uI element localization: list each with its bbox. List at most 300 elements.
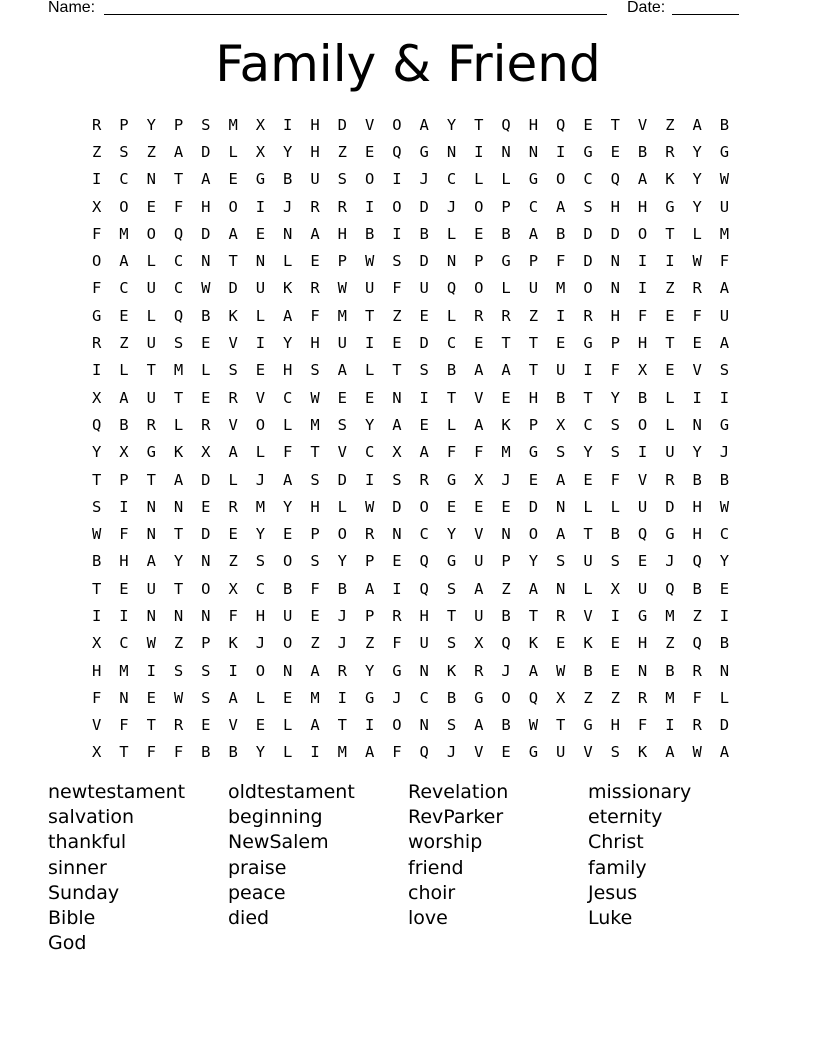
grid-cell: K [228, 634, 238, 653]
grid-cell: X [91, 634, 102, 653]
grid-cell: T [119, 743, 129, 762]
grid-cell: L [228, 470, 238, 489]
grid-cell: L [692, 224, 702, 243]
grid-cell: B [610, 525, 620, 544]
grid-cell: M [173, 361, 184, 380]
grid-cell: B [501, 224, 511, 243]
grid-cell: T [583, 525, 593, 544]
grid-cell: D [419, 334, 429, 353]
grid-cell: A [283, 470, 293, 489]
grid-cell: A [310, 716, 320, 735]
grid-cell: Q [419, 579, 429, 598]
grid-cell: H [91, 661, 102, 680]
grid-cell: S [392, 252, 402, 271]
grid-cell: I [719, 388, 730, 407]
grid-cell: O [556, 170, 566, 189]
grid-cell: S [173, 334, 184, 353]
grid-cell: T [556, 716, 566, 735]
grid-cell: L [583, 497, 593, 516]
grid-cell: J [337, 634, 347, 653]
grid-cell: G [446, 552, 457, 571]
grid-cell: A [474, 579, 484, 598]
grid-cell: H [610, 197, 620, 216]
grid-cell: U [146, 388, 156, 407]
grid-cell: S [446, 634, 457, 653]
grid-cell: P [119, 115, 129, 134]
grid-cell: A [228, 443, 238, 462]
grid-cell: W [201, 279, 211, 298]
word-list-item: beginning [228, 806, 323, 829]
grid-cell: L [173, 415, 184, 434]
grid-cell: N [201, 552, 211, 571]
word-list-item: sinner [48, 856, 107, 879]
grid-cell: L [228, 142, 238, 161]
grid-cell: R [91, 334, 102, 353]
grid-cell: M [228, 115, 238, 134]
grid-cell: Q [91, 415, 102, 434]
grid-cell: D [719, 716, 730, 735]
grid-cell: F [392, 634, 402, 653]
grid-cell: V [474, 743, 484, 762]
grid-cell: V [228, 716, 238, 735]
grid-cell: P [310, 525, 320, 544]
grid-cell: N [146, 497, 156, 516]
grid-cell: H [310, 142, 320, 161]
grid-cell: Z [173, 634, 184, 653]
grid-cell: F [392, 743, 402, 762]
grid-cell: N [501, 525, 511, 544]
grid-cell: O [637, 415, 648, 434]
grid-cell: E [364, 388, 375, 407]
grid-cell: R [556, 606, 566, 625]
grid-cell: A [474, 716, 484, 735]
grid-cell: Q [637, 525, 648, 544]
grid-cell: M [310, 415, 320, 434]
grid-cell: M [119, 661, 129, 680]
grid-cell: E [419, 306, 429, 325]
grid-cell: F [637, 306, 648, 325]
date-label: Date: [627, 0, 666, 16]
grid-cell: F [146, 743, 156, 762]
grid-cell: I [119, 497, 129, 516]
grid-cell: G [719, 142, 730, 161]
grid-cell: P [364, 606, 375, 625]
grid-cell: X [556, 415, 566, 434]
grid-cell: J [501, 470, 511, 489]
grid-cell: L [446, 224, 457, 243]
grid-cell: T [146, 361, 156, 380]
grid-cell: B [556, 388, 566, 407]
grid-cell: E [283, 525, 293, 544]
grid-cell: U [637, 579, 648, 598]
grid-cell: A [173, 470, 184, 489]
word-list-item: NewSalem [228, 831, 329, 854]
grid-cell: P [528, 252, 539, 271]
grid-cell: F [692, 306, 702, 325]
grid-cell: C [119, 170, 129, 189]
grid-cell: R [201, 415, 211, 434]
grid-cell: A [692, 115, 702, 134]
grid-cell: E [665, 361, 675, 380]
grid-cell: B [201, 743, 211, 762]
grid-cell: L [146, 306, 156, 325]
grid-cell: X [228, 579, 238, 598]
grid-cell: S [310, 361, 320, 380]
grid-cell: Y [283, 334, 293, 353]
grid-cell: I [419, 388, 429, 407]
grid-cell: T [610, 115, 620, 134]
grid-cell: Q [692, 552, 702, 571]
grid-cell: V [583, 606, 593, 625]
grid-cell: R [637, 688, 648, 707]
grid-cell: H [637, 634, 648, 653]
grid-cell: T [583, 388, 593, 407]
grid-cell: D [583, 252, 593, 271]
grid-cell: G [528, 743, 539, 762]
word-list-item: Revelation [408, 781, 509, 803]
grid-cell: P [474, 252, 484, 271]
grid-cell: G [583, 716, 593, 735]
grid-cell: D [201, 142, 211, 161]
grid-cell: N [556, 497, 566, 516]
grid-cell: T [446, 388, 457, 407]
grid-cell: E [501, 388, 511, 407]
grid-cell: U [419, 634, 429, 653]
grid-cell: F [91, 688, 102, 707]
grid-cell: B [501, 606, 511, 625]
grid-cell: N [419, 661, 429, 680]
grid-cell: H [528, 388, 539, 407]
grid-cell: E [255, 224, 266, 243]
grid-cell: Z [119, 334, 129, 353]
grid-cell: G [364, 688, 375, 707]
grid-cell: E [201, 334, 211, 353]
grid-cell: I [392, 170, 402, 189]
grid-cell: A [364, 743, 375, 762]
grid-cell: Z [528, 306, 539, 325]
grid-cell: I [228, 661, 238, 680]
grid-cell: L [119, 361, 129, 380]
grid-cell: L [583, 579, 593, 598]
grid-cell: Y [283, 497, 293, 516]
grid-cell: E [310, 606, 320, 625]
grid-cell: H [637, 197, 648, 216]
date-blank-line [672, 0, 739, 15]
grid-cell: N [556, 579, 566, 598]
name-blank-line [104, 0, 607, 15]
grid-cell: L [665, 415, 675, 434]
grid-cell: H [255, 606, 266, 625]
grid-cell: P [173, 115, 184, 134]
grid-cell: U [146, 279, 156, 298]
grid-cell: C [173, 252, 184, 271]
grid-cell: M [501, 443, 511, 462]
grid-cell: I [637, 279, 648, 298]
grid-cell: C [583, 415, 593, 434]
grid-cell: O [637, 224, 648, 243]
grid-cell: C [173, 279, 184, 298]
grid-cell: Y [364, 661, 375, 680]
grid-cell: L [446, 415, 457, 434]
grid-cell: A [201, 170, 211, 189]
grid-cell: I [692, 388, 702, 407]
grid-cell: R [364, 525, 375, 544]
grid-cell: Z [610, 688, 620, 707]
word-list-item: newtestament [48, 781, 186, 803]
grid-cell: F [91, 224, 102, 243]
grid-cell: Y [719, 552, 730, 571]
grid-cell: Z [692, 606, 702, 625]
grid-cell: S [583, 197, 593, 216]
grid-cell: D [419, 252, 429, 271]
grid-cell: E [337, 388, 347, 407]
grid-cell: U [146, 579, 156, 598]
grid-cell: G [446, 470, 457, 489]
grid-cell: N [173, 497, 184, 516]
grid-cell: L [146, 252, 156, 271]
grid-cell: N [283, 224, 293, 243]
grid-cell: A [556, 470, 566, 489]
grid-cell: L [474, 170, 484, 189]
grid-cell: A [528, 661, 539, 680]
grid-cell: T [310, 443, 320, 462]
grid-cell: O [392, 716, 402, 735]
grid-cell: F [310, 306, 320, 325]
grid-cell: W [310, 388, 320, 407]
grid-cell: S [228, 361, 238, 380]
grid-cell: R [337, 661, 347, 680]
grid-cell: U [474, 552, 484, 571]
grid-cell: Z [665, 634, 675, 653]
grid-cell: Q [446, 279, 457, 298]
grid-cell: E [637, 552, 648, 571]
grid-cell: X [119, 443, 129, 462]
grid-cell: C [583, 170, 593, 189]
grid-cell: K [501, 415, 511, 434]
grid-cell: I [556, 142, 566, 161]
grid-cell: C [446, 334, 457, 353]
grid-cell: B [637, 388, 648, 407]
grid-cell: R [501, 306, 511, 325]
grid-cell: A [419, 115, 429, 134]
word-list-item: eternity [588, 806, 663, 829]
grid-cell: P [119, 470, 129, 489]
grid-cell: A [556, 525, 566, 544]
grid-cell: F [474, 443, 484, 462]
grid-cell: U [337, 334, 347, 353]
grid-cell: U [583, 552, 593, 571]
grid-cell: P [201, 634, 211, 653]
page-title: Family & Friend [215, 35, 601, 93]
grid-cell: N [392, 525, 402, 544]
grid-cell: E [392, 552, 402, 571]
grid-cell: E [255, 361, 266, 380]
grid-cell: W [692, 252, 702, 271]
grid-cell: E [119, 579, 129, 598]
grid-cell: U [419, 279, 429, 298]
grid-cell: G [583, 142, 593, 161]
grid-cell: D [665, 497, 675, 516]
grid-cell: J [665, 552, 675, 571]
name-label: Name: [48, 0, 96, 16]
grid-cell: T [173, 170, 184, 189]
grid-cell: Y [528, 552, 539, 571]
word-list-item: salvation [48, 806, 135, 829]
grid-cell: Y [91, 443, 102, 462]
grid-cell: B [665, 661, 675, 680]
grid-cell: Z [392, 306, 402, 325]
grid-cell: E [610, 634, 620, 653]
grid-cell: L [283, 415, 293, 434]
grid-cell: S [556, 552, 566, 571]
grid-cell: R [228, 388, 238, 407]
grid-cell: T [665, 224, 675, 243]
grid-cell: F [637, 716, 648, 735]
grid-cell: V [474, 525, 484, 544]
grid-cell: O [474, 197, 484, 216]
grid-cell: L [719, 688, 730, 707]
grid-cell: W [364, 252, 375, 271]
grid-cell: S [255, 552, 266, 571]
grid-cell: T [364, 306, 375, 325]
grid-cell: R [337, 197, 347, 216]
grid-cell: A [528, 579, 539, 598]
word-list-item: RevParker [408, 806, 504, 829]
grid-cell: T [91, 579, 102, 598]
grid-cell: O [583, 279, 593, 298]
grid-cell: J [419, 170, 429, 189]
grid-cell: T [146, 716, 156, 735]
grid-cell: J [255, 470, 266, 489]
grid-cell: F [610, 470, 620, 489]
grid-cell: C [119, 634, 129, 653]
grid-cell: N [528, 142, 539, 161]
grid-cell: P [528, 415, 539, 434]
grid-cell: A [474, 361, 484, 380]
grid-cell: A [501, 361, 511, 380]
grid-cell: A [719, 743, 730, 762]
grid-cell: T [446, 606, 457, 625]
grid-cell: Q [501, 634, 511, 653]
grid-cell: N [692, 415, 702, 434]
grid-cell: F [119, 716, 129, 735]
grid-cell: V [583, 743, 593, 762]
grid-cell: G [637, 606, 648, 625]
grid-cell: H [310, 497, 320, 516]
grid-cell: E [474, 497, 484, 516]
grid-cell: O [419, 497, 429, 516]
grid-cell: E [665, 306, 675, 325]
grid-cell: L [255, 443, 266, 462]
word-list-item: worship [408, 831, 483, 854]
grid-cell: Y [173, 552, 184, 571]
grid-cell: N [283, 661, 293, 680]
grid-cell: Q [419, 552, 429, 571]
grid-cell: N [446, 142, 457, 161]
grid-cell: K [637, 743, 648, 762]
grid-cell: E [228, 525, 238, 544]
grid-cell: I [91, 606, 102, 625]
grid-cell: I [364, 716, 375, 735]
grid-cell: A [665, 743, 675, 762]
grid-cell: S [446, 579, 457, 598]
grid-cell: U [283, 606, 293, 625]
grid-cell: U [528, 279, 539, 298]
grid-cell: F [283, 443, 293, 462]
grid-cell: Q [501, 115, 511, 134]
grid-cell: O [119, 197, 129, 216]
grid-cell: M [337, 306, 347, 325]
grid-cell: S [310, 470, 320, 489]
grid-cell: J [392, 688, 402, 707]
grid-cell: H [337, 224, 347, 243]
grid-cell: I [255, 334, 266, 353]
grid-cell: O [501, 688, 511, 707]
grid-cell: B [201, 306, 211, 325]
grid-cell: O [201, 579, 211, 598]
grid-cell: J [337, 606, 347, 625]
grid-cell: X [392, 443, 402, 462]
grid-cell: S [310, 552, 320, 571]
grid-cell: G [501, 252, 511, 271]
grid-cell: B [283, 579, 293, 598]
grid-cell: S [337, 170, 347, 189]
grid-cell: R [665, 470, 675, 489]
grid-cell: B [337, 579, 347, 598]
grid-cell: R [474, 661, 484, 680]
word-list-item: family [588, 856, 647, 879]
grid-cell: Y [364, 415, 375, 434]
grid-cell: H [310, 115, 320, 134]
grid-cell: N [255, 252, 266, 271]
grid-cell: I [392, 224, 402, 243]
grid-cell: H [201, 197, 211, 216]
grid-cell: E [446, 497, 457, 516]
grid-cell: B [446, 688, 457, 707]
grid-cell: L [283, 716, 293, 735]
grid-cell: J [719, 443, 730, 462]
grid-cell: F [173, 743, 184, 762]
grid-cell: S [337, 415, 347, 434]
grid-cell: L [501, 279, 511, 298]
grid-cell: A [719, 334, 730, 353]
grid-cell: K [583, 634, 593, 653]
word-list-item: died [228, 906, 270, 929]
grid-cell: V [337, 443, 347, 462]
grid-cell: L [337, 497, 347, 516]
grid-cell: W [173, 688, 184, 707]
grid-cell: D [337, 470, 347, 489]
grid-cell: V [364, 115, 375, 134]
grid-cell: S [201, 688, 211, 707]
grid-cell: E [119, 306, 129, 325]
grid-cell: N [419, 716, 429, 735]
grid-cell: I [337, 688, 347, 707]
grid-cell: L [255, 306, 266, 325]
grid-cell: N [173, 606, 184, 625]
grid-cell: U [556, 361, 566, 380]
grid-cell: E [146, 197, 156, 216]
grid-cell: C [419, 525, 429, 544]
grid-cell: B [719, 470, 730, 489]
grid-cell: Y [692, 443, 702, 462]
grid-cell: N [637, 661, 648, 680]
grid-cell: X [91, 388, 102, 407]
grid-cell: M [255, 497, 266, 516]
grid-cell: A [474, 415, 484, 434]
grid-cell: F [692, 688, 702, 707]
grid-cell: T [528, 334, 539, 353]
